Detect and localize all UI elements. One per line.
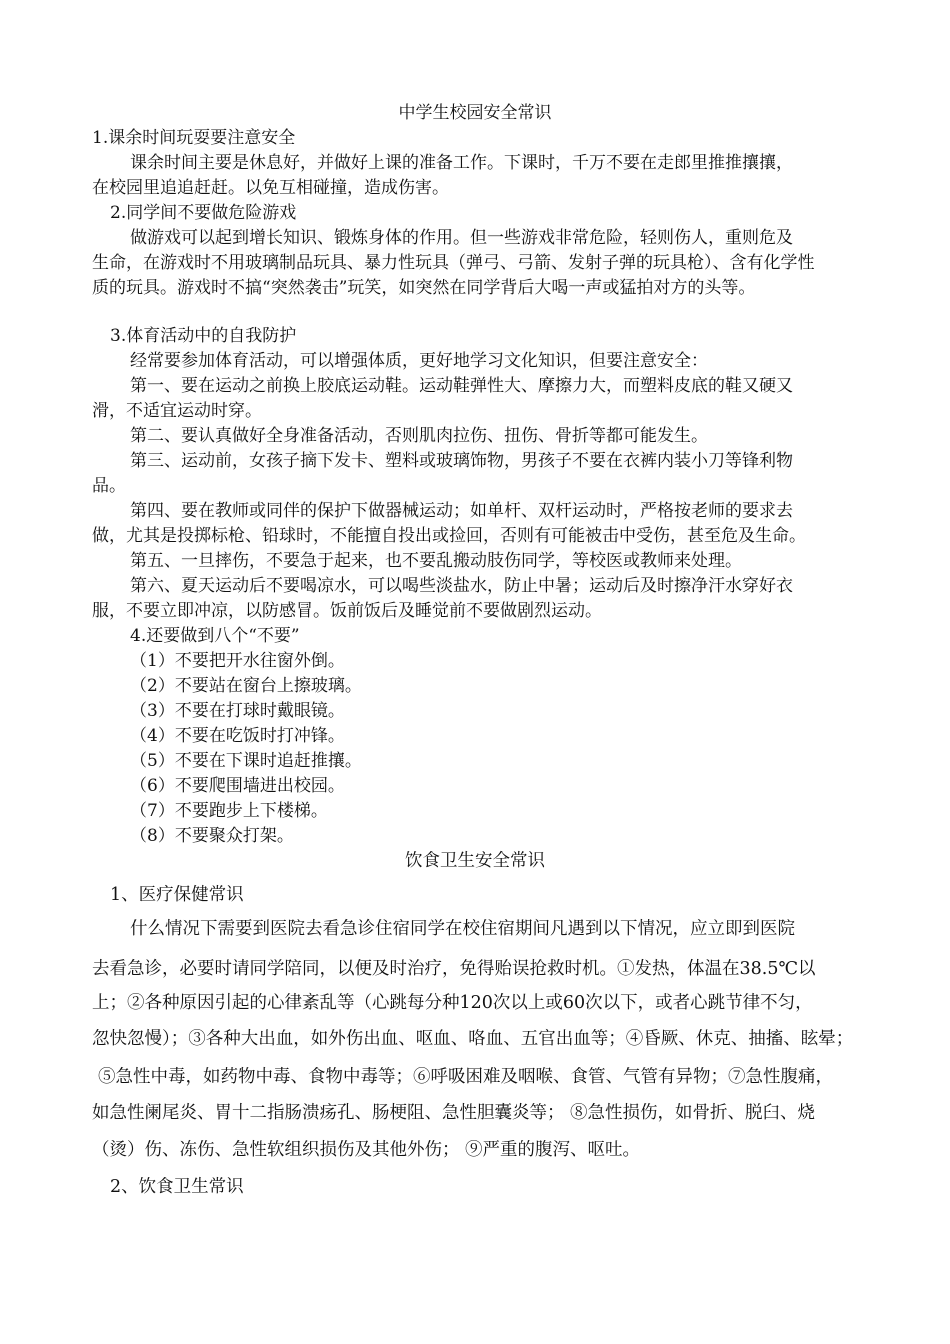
paragraph-line: 生命，在游戏时不用玻璃制品玩具、暴力性玩具（弹弓、弓箭、发射子弹的玩具枪）、含有化学性 <box>92 253 815 273</box>
heading-food: 2、饮食卫生常识 <box>110 1177 244 1197</box>
heading-4: 4.还要做到八个“不要” <box>130 626 300 646</box>
paragraph-line: ⑤急性中毒，如药物中毒、食物中毒等；⑥呼吸困难及咽喉、食管、气管有异物；⑦急性腹痛， <box>98 1067 833 1087</box>
list-item: （3）不要在打球时戴眼镜。 <box>130 701 345 721</box>
paragraph-line: 第四、要在教师或同伴的保护下做器械运动；如单杆、双杆运动时，严格按老师的要求去 <box>130 501 793 521</box>
paragraph-line: 什么情况下需要到医院去看急诊住宿同学在校住宿期间凡遇到以下情况，应立即到医院 <box>130 919 795 939</box>
paragraph-line: （烫）伤、冻伤、急性软组织损伤及其他外伤； ⑨严重的腹泻、呕吐。 <box>92 1140 641 1160</box>
paragraph-line: 经常要参加体育活动，可以增强体质，更好地学习文化知识，但要注意安全： <box>130 351 708 371</box>
list-item: （1）不要把开水往窗外倒。 <box>130 651 345 671</box>
paragraph-line: 上；②各种原因引起的心律紊乱等（心跳每分种120次以上或60次以下，或者心跳节律不匀， <box>92 993 813 1013</box>
list-item: （5）不要在下课时追赶推攘。 <box>130 751 362 771</box>
paragraph-line: 滑，不适宜运动时穿。 <box>92 401 262 421</box>
heading-medical: 1、医疗保健常识 <box>110 885 244 905</box>
paragraph-line: 如急性阑尾炎、胃十二指肠溃疡孔、肠梗阻、急性胆囊炎等； ⑧急性损伤，如骨折、脱臼、烧 <box>92 1103 816 1123</box>
paragraph-line: 做游戏可以起到增长知识、锻炼身体的作用。但一些游戏非常危险，轻则伤人，重则危及 <box>130 228 793 248</box>
paragraph-line: 质的玩具。游戏时不搞“突然袭击”玩笑，如突然在同学背后大喝一声或猛拍对方的头等。 <box>92 278 756 298</box>
heading-3: 3.体育活动中的自我防护 <box>110 326 297 346</box>
paragraph-line: 服，不要立即冲凉，以防感冒。饭前饭后及睡觉前不要做剧烈运动。 <box>92 601 602 621</box>
paragraph-line: 去看急诊，必要时请同学陪同，以便及时治疗，免得贻误抢救时机。①发热，体温在38.5℃以 <box>92 959 816 979</box>
paragraph-line: 第二、要认真做好全身准备活动，否则肌肉拉伤、扭伤、骨折等都可能发生。 <box>130 426 708 446</box>
heading-2: 2.同学间不要做危险游戏 <box>110 203 297 223</box>
paragraph-line: 第三、运动前，女孩子摘下发卡、塑料或玻璃饰物，男孩子不要在衣裤内装小刀等锋利物 <box>130 451 793 471</box>
heading-1: 1.课余时间玩耍要注意安全 <box>92 128 296 148</box>
list-item: （7）不要跑步上下楼梯。 <box>130 801 328 821</box>
list-item: （4）不要在吃饭时打冲锋。 <box>130 726 345 746</box>
paragraph-line: 课余时间主要是休息好，并做好上课的准备工作。下课时，千万不要在走郎里推推攘攘， <box>130 153 793 173</box>
list-item: （8）不要聚众打架。 <box>130 826 294 846</box>
section2-title: 饮食卫生安全常识 <box>405 851 545 871</box>
paragraph-line: 品。 <box>92 476 126 496</box>
section1-title: 中学生校园安全常识 <box>398 103 552 123</box>
paragraph-line: 忽快忽慢）；③各种大出血，如外伤出血、呕血、咯血、五官出血等；④昏厥、休克、抽搐、眩晕； <box>92 1029 854 1049</box>
paragraph-line: 第六、夏天运动后不要喝凉水，可以喝些淡盐水，防止中暑；运动后及时擦净汗水穿好衣 <box>130 576 793 596</box>
list-item: （2）不要站在窗台上擦玻璃。 <box>130 676 362 696</box>
paragraph-line: 做，尤其是投掷标枪、铅球时，不能擅自投出或捡回，否则有可能被击中受伤，甚至危及生命。 <box>92 526 806 546</box>
paragraph-line: 第五、一旦摔伤，不要急于起来，也不要乱搬动肢伤同学，等校医或教师来处理。 <box>130 551 742 571</box>
paragraph-line: 在校园里追追赶赶。以免互相碰撞，造成伤害。 <box>92 178 449 198</box>
list-item: （6）不要爬围墙进出校园。 <box>130 776 345 796</box>
paragraph-line: 第一、要在运动之前换上胶底运动鞋。运动鞋弹性大、摩擦力大，而塑料皮底的鞋又硬又 <box>130 376 793 396</box>
